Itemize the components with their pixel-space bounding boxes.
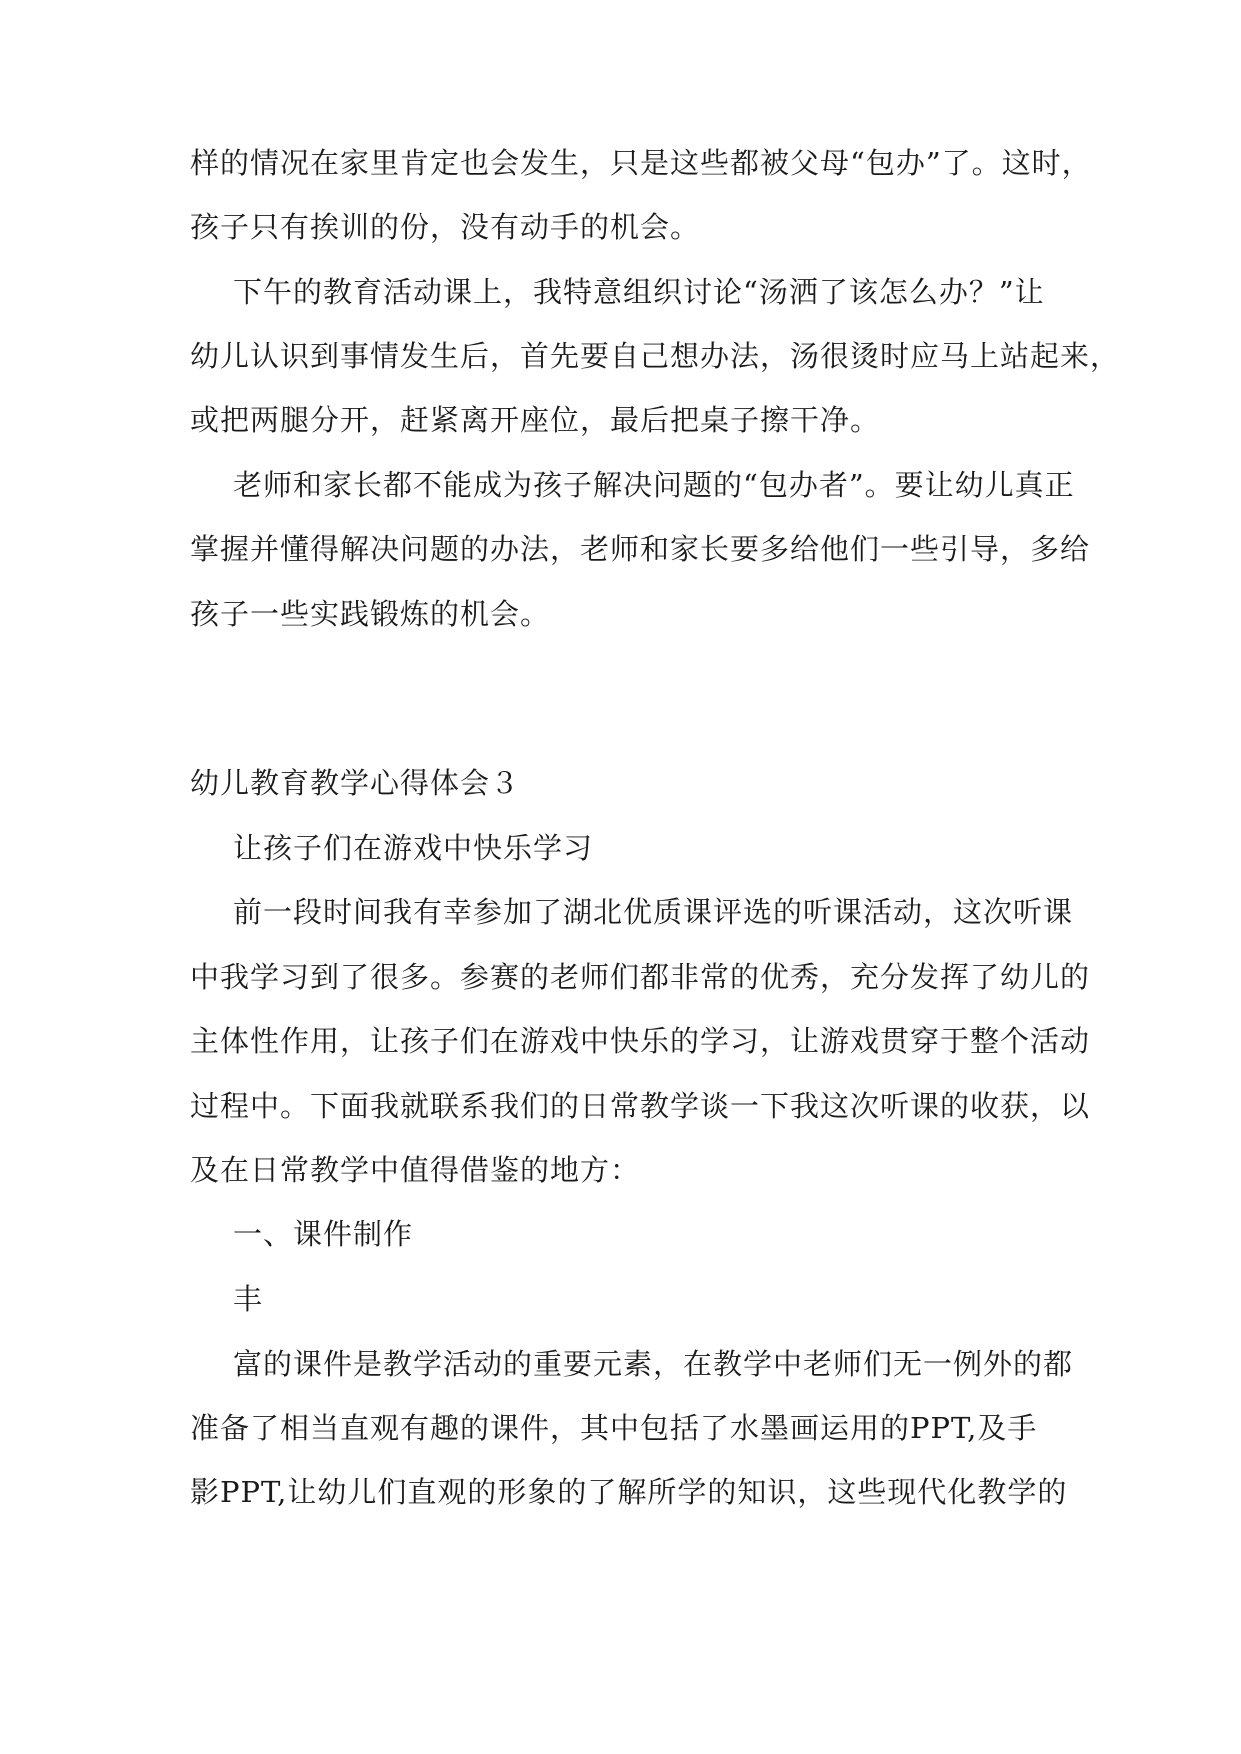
text-line: 中我学习到了很多。参赛的老师们都非常的优秀，充分发挥了幼儿的 [190,960,1091,994]
paragraph-start: 前一段时间我有幸参加了湖北优质课评选的听课活动，这次听课 [233,895,1074,929]
text-line: 及在日常教学中值得借鉴的地方： [190,1153,641,1187]
text-line: 孩子只有挨训的份，没有动手的机会。 [190,210,701,244]
paragraph-start: 富的课件是教学活动的重要元素，在教学中老师们无一例外的都 [233,1347,1074,1381]
section-subtitle: 让孩子们在游戏中快乐学习 [233,831,594,865]
text-line: 主体性作用，让孩子们在游戏中快乐的学习，让游戏贯穿于整个活动 [190,1024,1091,1058]
text-line: 样的情况在家里肯定也会发生，只是这些都被父母“包办”了。这时， [190,146,1092,180]
text-line: 幼儿认识到事情发生后，首先要自己想办法，汤很烫时应马上站起来， [190,339,1121,373]
text-line: 或把两腿分开，赶紧离开座位，最后把桌子擦干净。 [190,403,881,437]
text-line: 孩子一些实践锻炼的机会。 [190,597,551,631]
section-title: 幼儿教育教学心得体会３ [190,766,521,800]
text-line: 掌握并懂得解决问题的办法，老师和家长要多给他们一些引导，多给 [190,532,1091,566]
text-line: 影PPT,让幼儿们直观的形象的了解所学的知识，这些现代化教学的 [190,1475,1068,1509]
text-line: 丰 [233,1282,264,1316]
paragraph-start: 下午的教育活动课上，我特意组织讨论“汤洒了该怎么办？”让 [233,275,1045,309]
text-line: 过程中。下面我就联系我们的日常教学谈一下我这次听课的收获，以 [190,1089,1091,1123]
paragraph-start: 老师和家长都不能成为孩子解决问题的“包办者”。要让幼儿真正 [233,468,1075,502]
text-line: 准备了相当直观有趣的课件，其中包括了水墨画运用的PPT,及手 [190,1411,1038,1445]
list-heading: 一、课件制作 [233,1217,414,1251]
